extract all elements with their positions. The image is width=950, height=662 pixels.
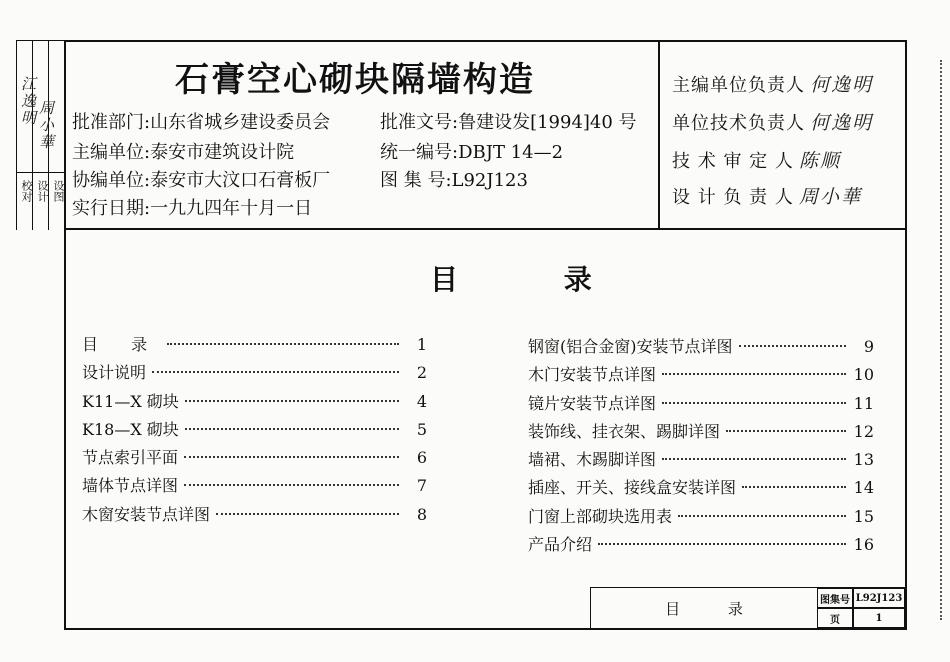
side-signature: 江逸明 [19,76,37,127]
toc-entry[interactable] [82,473,427,501]
toc-entry-label: 插座、开关、接线盒安装详图 [528,478,737,498]
toc-entry-page: 7 [416,476,427,496]
toc-entry-page: 14 [853,478,874,498]
toc-entry-label: 墙裙、木踢脚详图 [528,450,657,470]
toc-left-column [82,332,427,530]
signature: 何逸明 [810,112,874,134]
leader-dots [742,486,846,488]
toc-entry[interactable] [82,445,427,473]
meta-unified-no: 统一编号:DBJT 14—2 [380,142,564,163]
toc-entry-page: 4 [416,391,427,411]
toc-entry[interactable] [528,419,874,447]
leader-dots [662,402,846,404]
toc-entry-page: 9 [863,337,874,356]
toc-entry-label: 门窗上部砌块选用表 [528,506,673,526]
signature: 周小華 [798,186,862,208]
toc-entry-page: 8 [416,504,427,524]
toc-entry-label: K18—X 砌块 [82,419,179,439]
leader-dots [739,345,847,347]
meta-chief-unit: 主编单位:泰安市建筑设计院 [72,142,295,163]
leader-dots [184,456,399,458]
meta-approval-no: 批准文号:鲁建设发[1994]40 号 [380,112,637,133]
leader-dots [152,371,399,373]
title-block-page-label: 页 [817,608,853,628]
toc-entry-page: 16 [853,535,874,555]
side-label-design: 设计 [36,180,49,202]
leader-dots [726,430,846,432]
title-block-page-value: 1 [853,608,905,628]
toc-entry[interactable] [82,502,427,530]
leader-dots [167,343,399,345]
title-block-set-value: L92J123 [853,588,905,608]
leader-dots [185,428,399,430]
toc-entry-page: 5 [416,419,427,439]
responsible-row [672,182,862,209]
toc-entry-page: 11 [853,393,874,413]
leader-dots [184,484,399,486]
toc-entry-label: 目 录 [82,335,162,354]
side-label-draw: 设图 [52,180,65,202]
toc-entry[interactable] [528,362,874,390]
title-block-name: 目 录 [665,599,743,618]
meta-approval-dept: 批准部门:山东省城乡建设委员会 [72,112,331,133]
toc-entry-label: 钢窗(铝合金窗)安装节点详图 [528,337,733,356]
toc-entry-label: 镜片安装节点详图 [528,393,657,413]
toc-entry-page: 12 [853,421,874,441]
toc-entry-label: 墙体节点详图 [82,476,179,496]
responsible-role: 主编单位负责人 [672,75,805,96]
toc-entry[interactable] [82,417,427,445]
meta-atlas-no: 图 集 号:L92J123 [380,170,528,191]
toc-entry-label: 设计说明 [82,363,147,383]
toc-heading: 目 录 [430,263,640,296]
toc-entry[interactable] [528,447,874,475]
toc-entry[interactable] [528,391,874,419]
toc-entry[interactable] [82,389,427,417]
toc-entry-page: 13 [853,450,874,470]
toc-entry[interactable] [528,475,874,503]
side-strip [16,40,64,230]
responsible-role: 设 计 负 责 人 [672,187,794,208]
leader-dots [662,458,846,460]
edge-tick-marks [940,60,944,620]
leader-dots [216,513,399,515]
title-block [590,587,907,630]
toc-entry-label: K11—X 砌块 [82,391,179,411]
toc-entry[interactable] [528,504,874,532]
responsible-row [672,70,873,97]
signature: 陈顺 [798,150,841,172]
responsible-row [672,108,873,135]
toc-entry[interactable] [528,334,874,362]
toc-entry-label: 木窗安装节点详图 [82,504,211,524]
responsible-row [672,146,841,173]
toc-entry-page: 1 [416,335,427,354]
leader-dots [662,373,846,375]
toc-entry-page: 2 [416,363,427,383]
header-column-divider [658,40,660,230]
leader-dots [678,515,846,517]
toc-entry[interactable] [82,360,427,388]
toc-right-column [528,334,874,560]
toc-entry-page: 10 [853,365,874,385]
meta-effective-date: 实行日期:一九九四年十月一日 [72,198,313,219]
toc-entry-label: 装饰线、挂衣架、踢脚详图 [528,421,721,441]
toc-entry-page: 15 [853,506,874,526]
atlas-title: 石膏空心砌块隔墙构造 [175,60,535,100]
title-block-set-label: 图集号 [817,588,853,608]
side-label-check: 校对 [20,180,33,202]
signature: 何逸明 [810,74,874,96]
leader-dots [598,543,846,545]
toc-entry-label: 节点索引平面 [82,448,179,468]
responsible-role: 技 术 审 定 人 [672,151,794,172]
toc-entry-page: 6 [416,448,427,468]
toc-entry[interactable] [528,532,874,560]
toc-entry[interactable] [82,332,427,360]
side-signature-2: 周小華 [37,100,55,151]
leader-dots [185,400,399,402]
toc-entry-label: 产品介绍 [528,535,593,555]
meta-co-unit: 协编单位:泰安市大汶口石膏板厂 [72,170,331,191]
header-divider [64,228,907,230]
toc-entry-label: 木门安装节点详图 [528,365,657,385]
responsible-role: 单位技术负责人 [672,113,805,134]
